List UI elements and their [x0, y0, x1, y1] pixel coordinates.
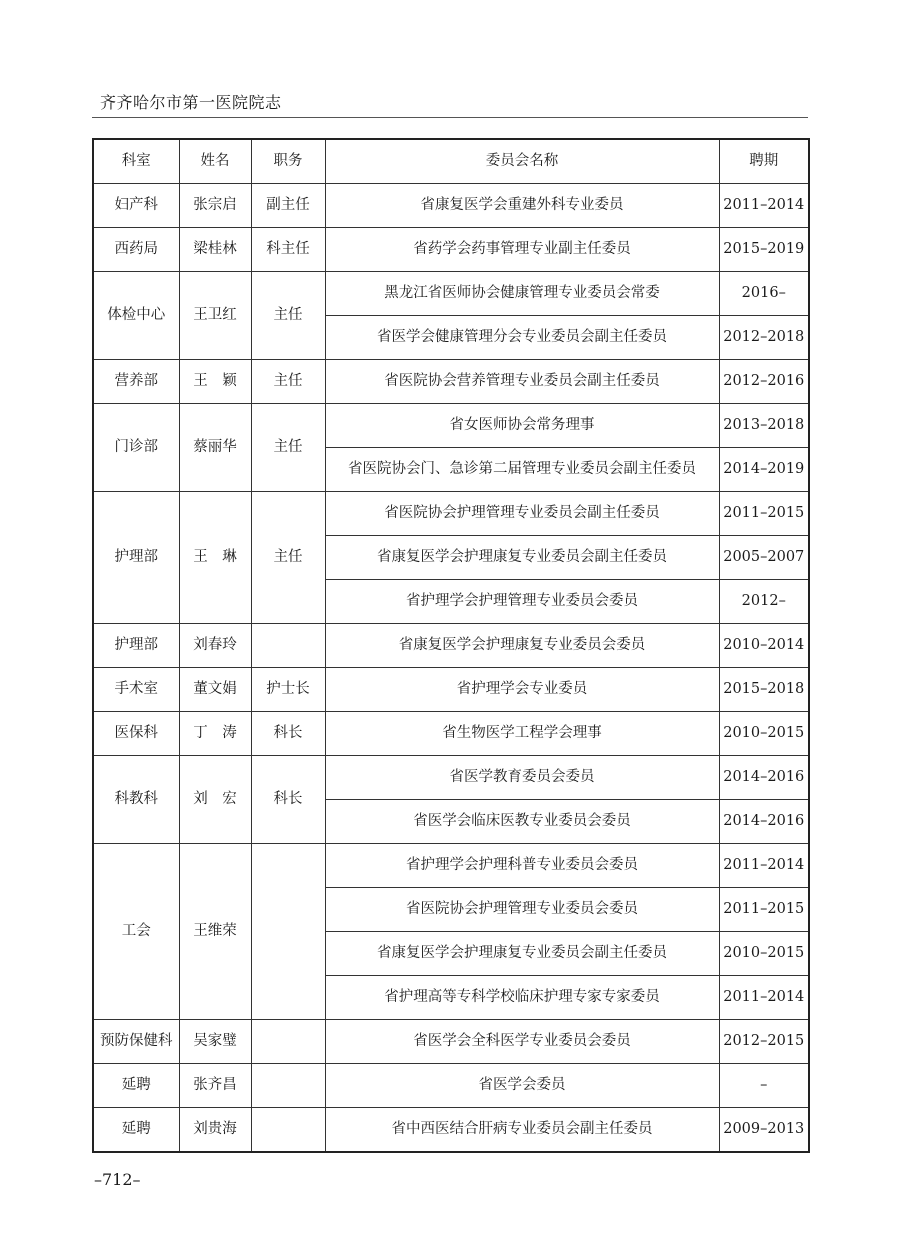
position-cell: 主任	[251, 492, 325, 624]
name-cell: 董文娟	[179, 668, 251, 712]
committee-cell: 省中西医结合肝病专业委员会副主任委员	[325, 1108, 719, 1153]
dept-cell: 科教科	[93, 756, 179, 844]
committee-cell: 省医院协会护理管理专业委员会委员	[325, 888, 719, 932]
table-row	[93, 624, 809, 668]
position-cell: 主任	[251, 272, 325, 360]
position-cell: 科主任	[251, 228, 325, 272]
position-cell	[251, 1020, 325, 1064]
name-cell: 蔡丽华	[179, 404, 251, 492]
committee-cell: 省医学会临床医教专业委员会委员	[325, 800, 719, 844]
dept-cell: 护理部	[93, 492, 179, 624]
name-cell: 梁桂林	[179, 228, 251, 272]
committee-cell: 省医学会全科医学专业委员会委员	[325, 1020, 719, 1064]
dept-cell: 营养部	[93, 360, 179, 404]
term-cell: 2016–	[719, 272, 809, 316]
table-body	[93, 184, 809, 1153]
term-cell: 2015–2019	[719, 228, 809, 272]
dept-cell: 妇产科	[93, 184, 179, 228]
header-name: 姓名	[179, 139, 251, 184]
name-cell: 刘春玲	[179, 624, 251, 668]
name-cell: 王维荣	[179, 844, 251, 1020]
name-cell: 王 琳	[179, 492, 251, 624]
dept-cell: 护理部	[93, 624, 179, 668]
term-cell: 2012–	[719, 580, 809, 624]
running-head-title: 齐齐哈尔市第一医院院志	[100, 93, 282, 112]
table-row	[93, 272, 809, 316]
committee-cell: 省护理学会护理管理专业委员会委员	[325, 580, 719, 624]
committee-cell: 省医学教育委员会委员	[325, 756, 719, 800]
table-row	[93, 712, 809, 756]
committee-cell: 省女医师协会常务理事	[325, 404, 719, 448]
term-cell: 2012–2018	[719, 316, 809, 360]
table-row	[93, 492, 809, 536]
committee-cell: 省生物医学工程学会理事	[325, 712, 719, 756]
table-row	[93, 1020, 809, 1064]
term-cell: –	[719, 1064, 809, 1108]
committee-cell: 省药学会药事管理专业副主任委员	[325, 228, 719, 272]
table-row	[93, 756, 809, 800]
header-position: 职务	[251, 139, 325, 184]
committee-cell: 省医学会健康管理分会专业委员会副主任委员	[325, 316, 719, 360]
name-cell: 王 颖	[179, 360, 251, 404]
name-cell: 刘贵海	[179, 1108, 251, 1153]
header-rule	[92, 117, 808, 118]
committee-cell: 省护理高等专科学校临床护理专家专家委员	[325, 976, 719, 1020]
term-cell: 2011–2014	[719, 844, 809, 888]
dept-cell: 体检中心	[93, 272, 179, 360]
term-cell: 2010–2015	[719, 932, 809, 976]
committee-cell: 省康复医学会重建外科专业委员	[325, 184, 719, 228]
committee-cell: 省医学会委员	[325, 1064, 719, 1108]
position-cell: 科长	[251, 756, 325, 844]
name-cell: 吴家璧	[179, 1020, 251, 1064]
term-cell: 2011–2014	[719, 976, 809, 1020]
dept-cell: 工会	[93, 844, 179, 1020]
term-cell: 2011–2014	[719, 184, 809, 228]
table-row	[93, 228, 809, 272]
committee-cell: 省康复医学会护理康复专业委员会委员	[325, 624, 719, 668]
table-row	[93, 668, 809, 712]
position-cell	[251, 844, 325, 1020]
committee-cell: 省护理学会专业委员	[325, 668, 719, 712]
table-row	[93, 404, 809, 448]
page-number: –712–	[94, 1170, 141, 1189]
term-cell: 2010–2014	[719, 624, 809, 668]
position-cell	[251, 1064, 325, 1108]
dept-cell: 手术室	[93, 668, 179, 712]
position-cell: 科长	[251, 712, 325, 756]
dept-cell: 预防保健科	[93, 1020, 179, 1064]
committee-cell: 省医院协会护理管理专业委员会副主任委员	[325, 492, 719, 536]
dept-cell: 西药局	[93, 228, 179, 272]
term-cell: 2014–2016	[719, 756, 809, 800]
committee-cell: 省康复医学会护理康复专业委员会副主任委员	[325, 536, 719, 580]
table-row	[93, 1064, 809, 1108]
term-cell: 2012–2015	[719, 1020, 809, 1064]
term-cell: 2015–2018	[719, 668, 809, 712]
committee-cell: 黑龙江省医师协会健康管理专业委员会常委	[325, 272, 719, 316]
committee-cell: 省康复医学会护理康复专业委员会副主任委员	[325, 932, 719, 976]
table-row	[93, 360, 809, 404]
dept-cell: 延聘	[93, 1064, 179, 1108]
term-cell: 2009–2013	[719, 1108, 809, 1153]
term-cell: 2005–2007	[719, 536, 809, 580]
dept-cell: 医保科	[93, 712, 179, 756]
position-cell	[251, 624, 325, 668]
position-cell: 主任	[251, 404, 325, 492]
position-cell: 护士长	[251, 668, 325, 712]
name-cell: 张宗启	[179, 184, 251, 228]
table-row	[93, 844, 809, 888]
position-cell	[251, 1108, 325, 1153]
header-term: 聘期	[719, 139, 809, 184]
position-cell: 主任	[251, 360, 325, 404]
term-cell: 2014–2016	[719, 800, 809, 844]
header-dept: 科室	[93, 139, 179, 184]
committee-table	[92, 138, 810, 1153]
position-cell: 副主任	[251, 184, 325, 228]
term-cell: 2011–2015	[719, 888, 809, 932]
header-committee: 委员会名称	[325, 139, 719, 184]
term-cell: 2011–2015	[719, 492, 809, 536]
table-header-row	[93, 139, 809, 184]
table-row	[93, 1108, 809, 1153]
term-cell: 2010–2015	[719, 712, 809, 756]
committee-cell: 省医院协会营养管理专业委员会副主任委员	[325, 360, 719, 404]
table-row	[93, 184, 809, 228]
name-cell: 王卫红	[179, 272, 251, 360]
name-cell: 丁 涛	[179, 712, 251, 756]
term-cell: 2013–2018	[719, 404, 809, 448]
term-cell: 2012–2016	[719, 360, 809, 404]
term-cell: 2014–2019	[719, 448, 809, 492]
committee-cell: 省医院协会门、急诊第二届管理专业委员会副主任委员	[325, 448, 719, 492]
committee-cell: 省护理学会护理科普专业委员会委员	[325, 844, 719, 888]
name-cell: 刘 宏	[179, 756, 251, 844]
name-cell: 张齐昌	[179, 1064, 251, 1108]
dept-cell: 延聘	[93, 1108, 179, 1153]
dept-cell: 门诊部	[93, 404, 179, 492]
